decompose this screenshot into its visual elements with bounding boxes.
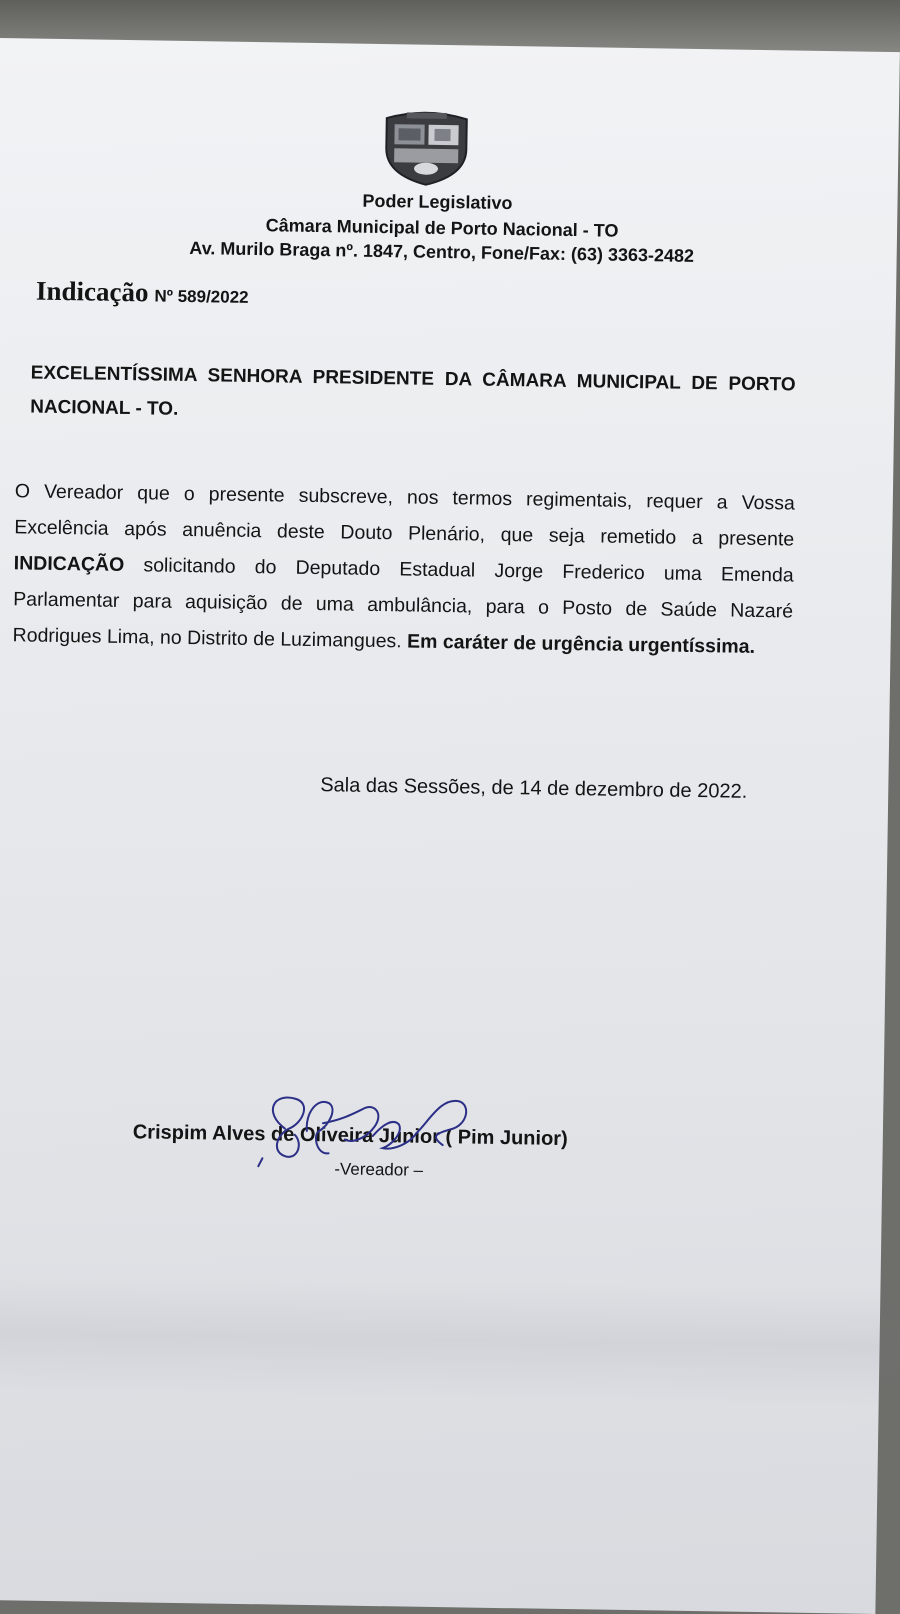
closing-line: Sala das Sessões, de 14 de dezembro de 2022. xyxy=(320,774,748,803)
signer-role: -Vereador – xyxy=(334,1159,424,1180)
document-page xyxy=(0,38,900,1614)
body-text-bold-indicacao: INDICAÇÃO xyxy=(13,552,125,577)
header-chamber: Câmara Municipal de Porto Nacional - TO xyxy=(265,215,619,241)
signer-name: Crispim Alves de Oliveira Junior ( Pim Junior) xyxy=(132,1121,568,1151)
document-title-label: Indicação xyxy=(35,275,149,308)
body-text-bold-urgency: Em caráter de urgência urgentíssima. xyxy=(406,630,756,658)
addressee: EXCELENTÍSSIMA SENHORA PRESIDENTE DA CÂMARA MUNICIPAL DE PORTO NACIONAL - TO. xyxy=(30,362,796,420)
body-text-part1: O Vereador que o presente subscreve, nos termos regimentais, requer a Vossa Excelência após anuência deste Douto Plenário, que seja remetido a presente xyxy=(14,480,795,551)
handwritten-signature xyxy=(232,1072,484,1186)
header-address: Av. Murilo Braga nº. 1847, Centro, Fone/Fax: (63) 3363-2482 xyxy=(189,238,695,266)
paper-fold-shadow xyxy=(0,1273,900,1408)
municipal-crest-icon xyxy=(380,108,473,187)
header-institution: Poder Legislativo xyxy=(362,190,513,214)
document-title xyxy=(36,276,249,310)
body-paragraph xyxy=(12,473,795,665)
body-text-part2: solicitando do Deputado Estadual Jorge Frederico uma Emenda Parlamentar para aquisição de uma ambulância, para o Posto de Saúde Nazaré Rodrigues Lima, no Distrito de Luzimangues. xyxy=(12,554,794,653)
document-number: Nº 589/2022 xyxy=(154,286,249,307)
